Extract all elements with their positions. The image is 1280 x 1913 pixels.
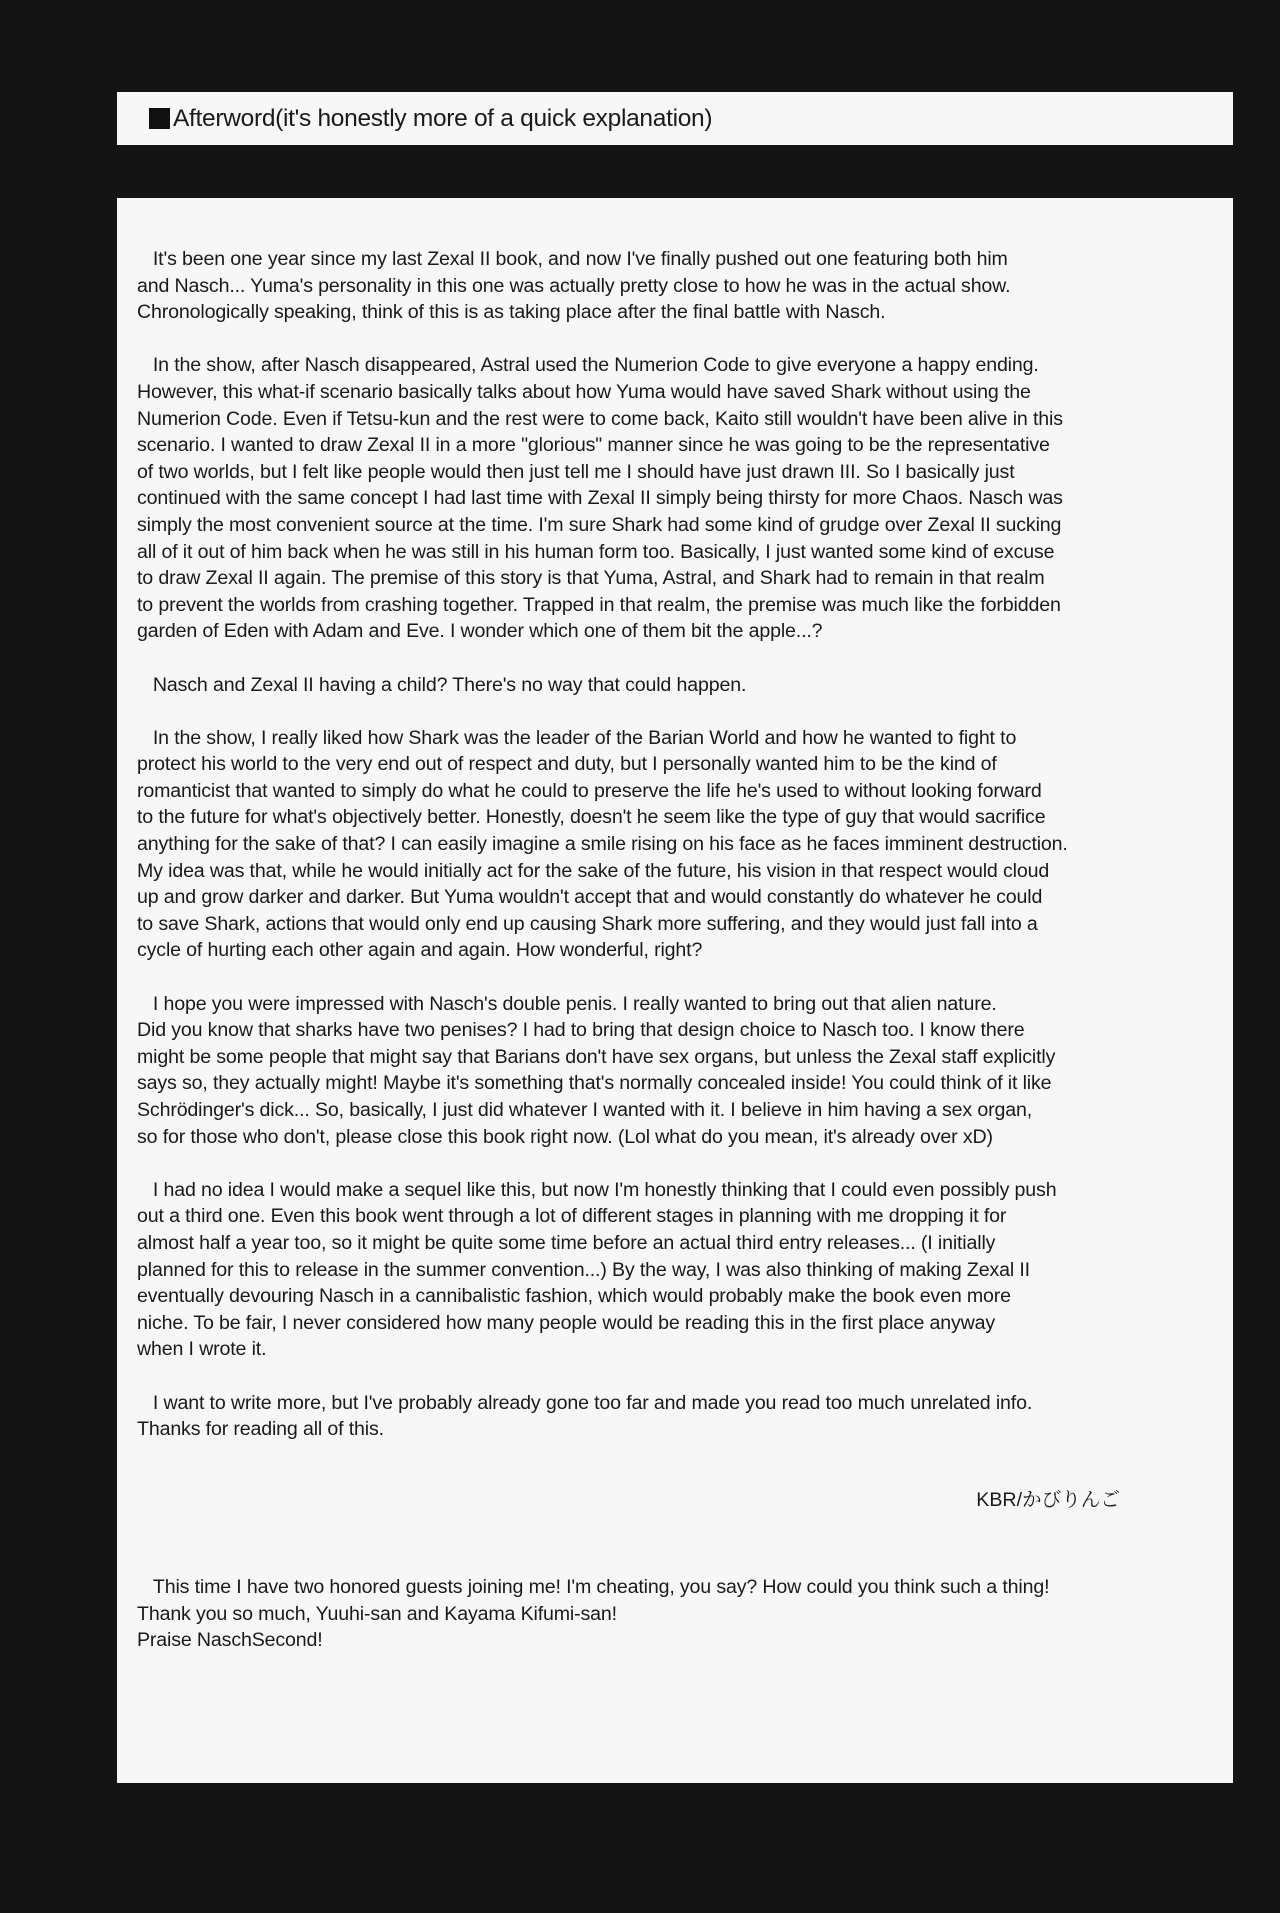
author-signature: KBR/かびりんご <box>976 1489 1120 1511</box>
paragraph-2: In the show, after Nasch disappeared, Astral used the Numerion Code to give everyone a happy ending. However, this what-if scenario basically talks about how Yuma would have saved Shark without using the Numerion Code. Even if Tetsu-kun and the rest were to come back, Kaito still wouldn't have been alive in this scenario. I wanted to draw Zexal II in a more "glorious" manner since he was going to be the representative of two worlds, but I felt like people would then just tell me I should have just drawn III. So I basically just continued with the same concept I had last time with Zexal II simply being thirsty for more Chaos. Nasch was simply the most convenient source at the time. I'm sure Shark had some kind of grudge over Zexal II sucking all of it out of him back when he was still in his human form too. Basically, I just wanted some kind of excuse to draw Zexal II again. The premise of this story is that Yuma, Astral, and Shark had to remain in that realm to prevent the worlds from crashing together. Trapped in that realm, the premise was much like the forbidden garden of Eden with Adam and Eve. I wonder which one of them bit the apple...? <box>137 354 1063 643</box>
paragraph-1: It's been one year since my last Zexal II book, and now I've finally pushed out one featuring both him and Nasch... Yuma's personality in this one was actually pretty close to how he was in the actual show. Chronologically speaking, think of this is as taking place after the final battle with Nasch. <box>137 248 1011 324</box>
afterword-body <box>137 246 1227 1469</box>
afterword-panel <box>117 198 1233 1783</box>
paragraph-5: I hope you were impressed with Nasch's double penis. I really wanted to bring out that alien nature. Did you know that sharks have two penises? I had to bring that design choice to Nasch too. I know there might be some people that might say that Barians don't have sex organs, but unless the Zexal staff explicitly says so, they actually might! Maybe it's something that's normally concealed inside! You could think of it like Schrödinger's dick... So, basically, I just did whatever I wanted with it. I believe in him having a sex organ, so for those who don't, please close this book right now. (Lol what do you mean, it's already over xD) <box>137 992 1056 1148</box>
page-title: Afterword(it's honestly more of a quick explanation) <box>173 104 713 132</box>
square-bullet-icon <box>149 108 170 129</box>
paragraph-6: I had no idea I would make a sequel like this, but now I'm honestly thinking that I could even possibly push out a third one. Even this book went through a lot of different stages in planning with me dropping it for almost half a year too, so it might be quite some time before an actual third entry releases... (I initially planned for this to release in the summer convention...) By the way, I was also thinking of making Zexal II eventually devouring Nasch in a cannibalistic fashion, which would probably make the book even more niche. To be fair, I never considered how many people would be reading this in the first place anyway when I wrote it. <box>137 1178 1057 1361</box>
paragraph-3: Nasch and Zexal II having a child? There's no way that could happen. <box>137 673 747 696</box>
guest-thanks <box>137 1574 1227 1680</box>
paragraph-4: In the show, I really liked how Shark was the leader of the Barian World and how he wanted to fight to protect his world to the very end out of respect and duty, but I personally wanted him to be the kind of romanticist that wanted to simply do what he could to preserve the life he's used to without looking forward to the future for what's objectively better. Honestly, doesn't he seem like the type of guy that would sacrifice anything for the sake of that? I can easily imagine a smile rising on his face as he faces imminent destruction. My idea was that, while he would initially act for the sake of the future, his vision in that respect would cloud up and grow darker and darker. But Yuma wouldn't accept that and would constantly do whatever he could to save Shark, actions that would only end up causing Shark more suffering, and they would just fall into a cycle of hurting each other again and again. How wonderful, right? <box>137 726 1068 962</box>
afterword-header <box>117 92 1233 145</box>
guest-paragraph: This time I have two honored guests joining me! I'm cheating, you say? How could you think such a thing! Thank you so much, Yuuhi-san and Kayama Kifumi-san! Praise NaschSecond! <box>137 1576 1050 1652</box>
paragraph-7: I want to write more, but I've probably already gone too far and made you read too much unrelated info. Thanks for reading all of this. <box>137 1391 1033 1441</box>
